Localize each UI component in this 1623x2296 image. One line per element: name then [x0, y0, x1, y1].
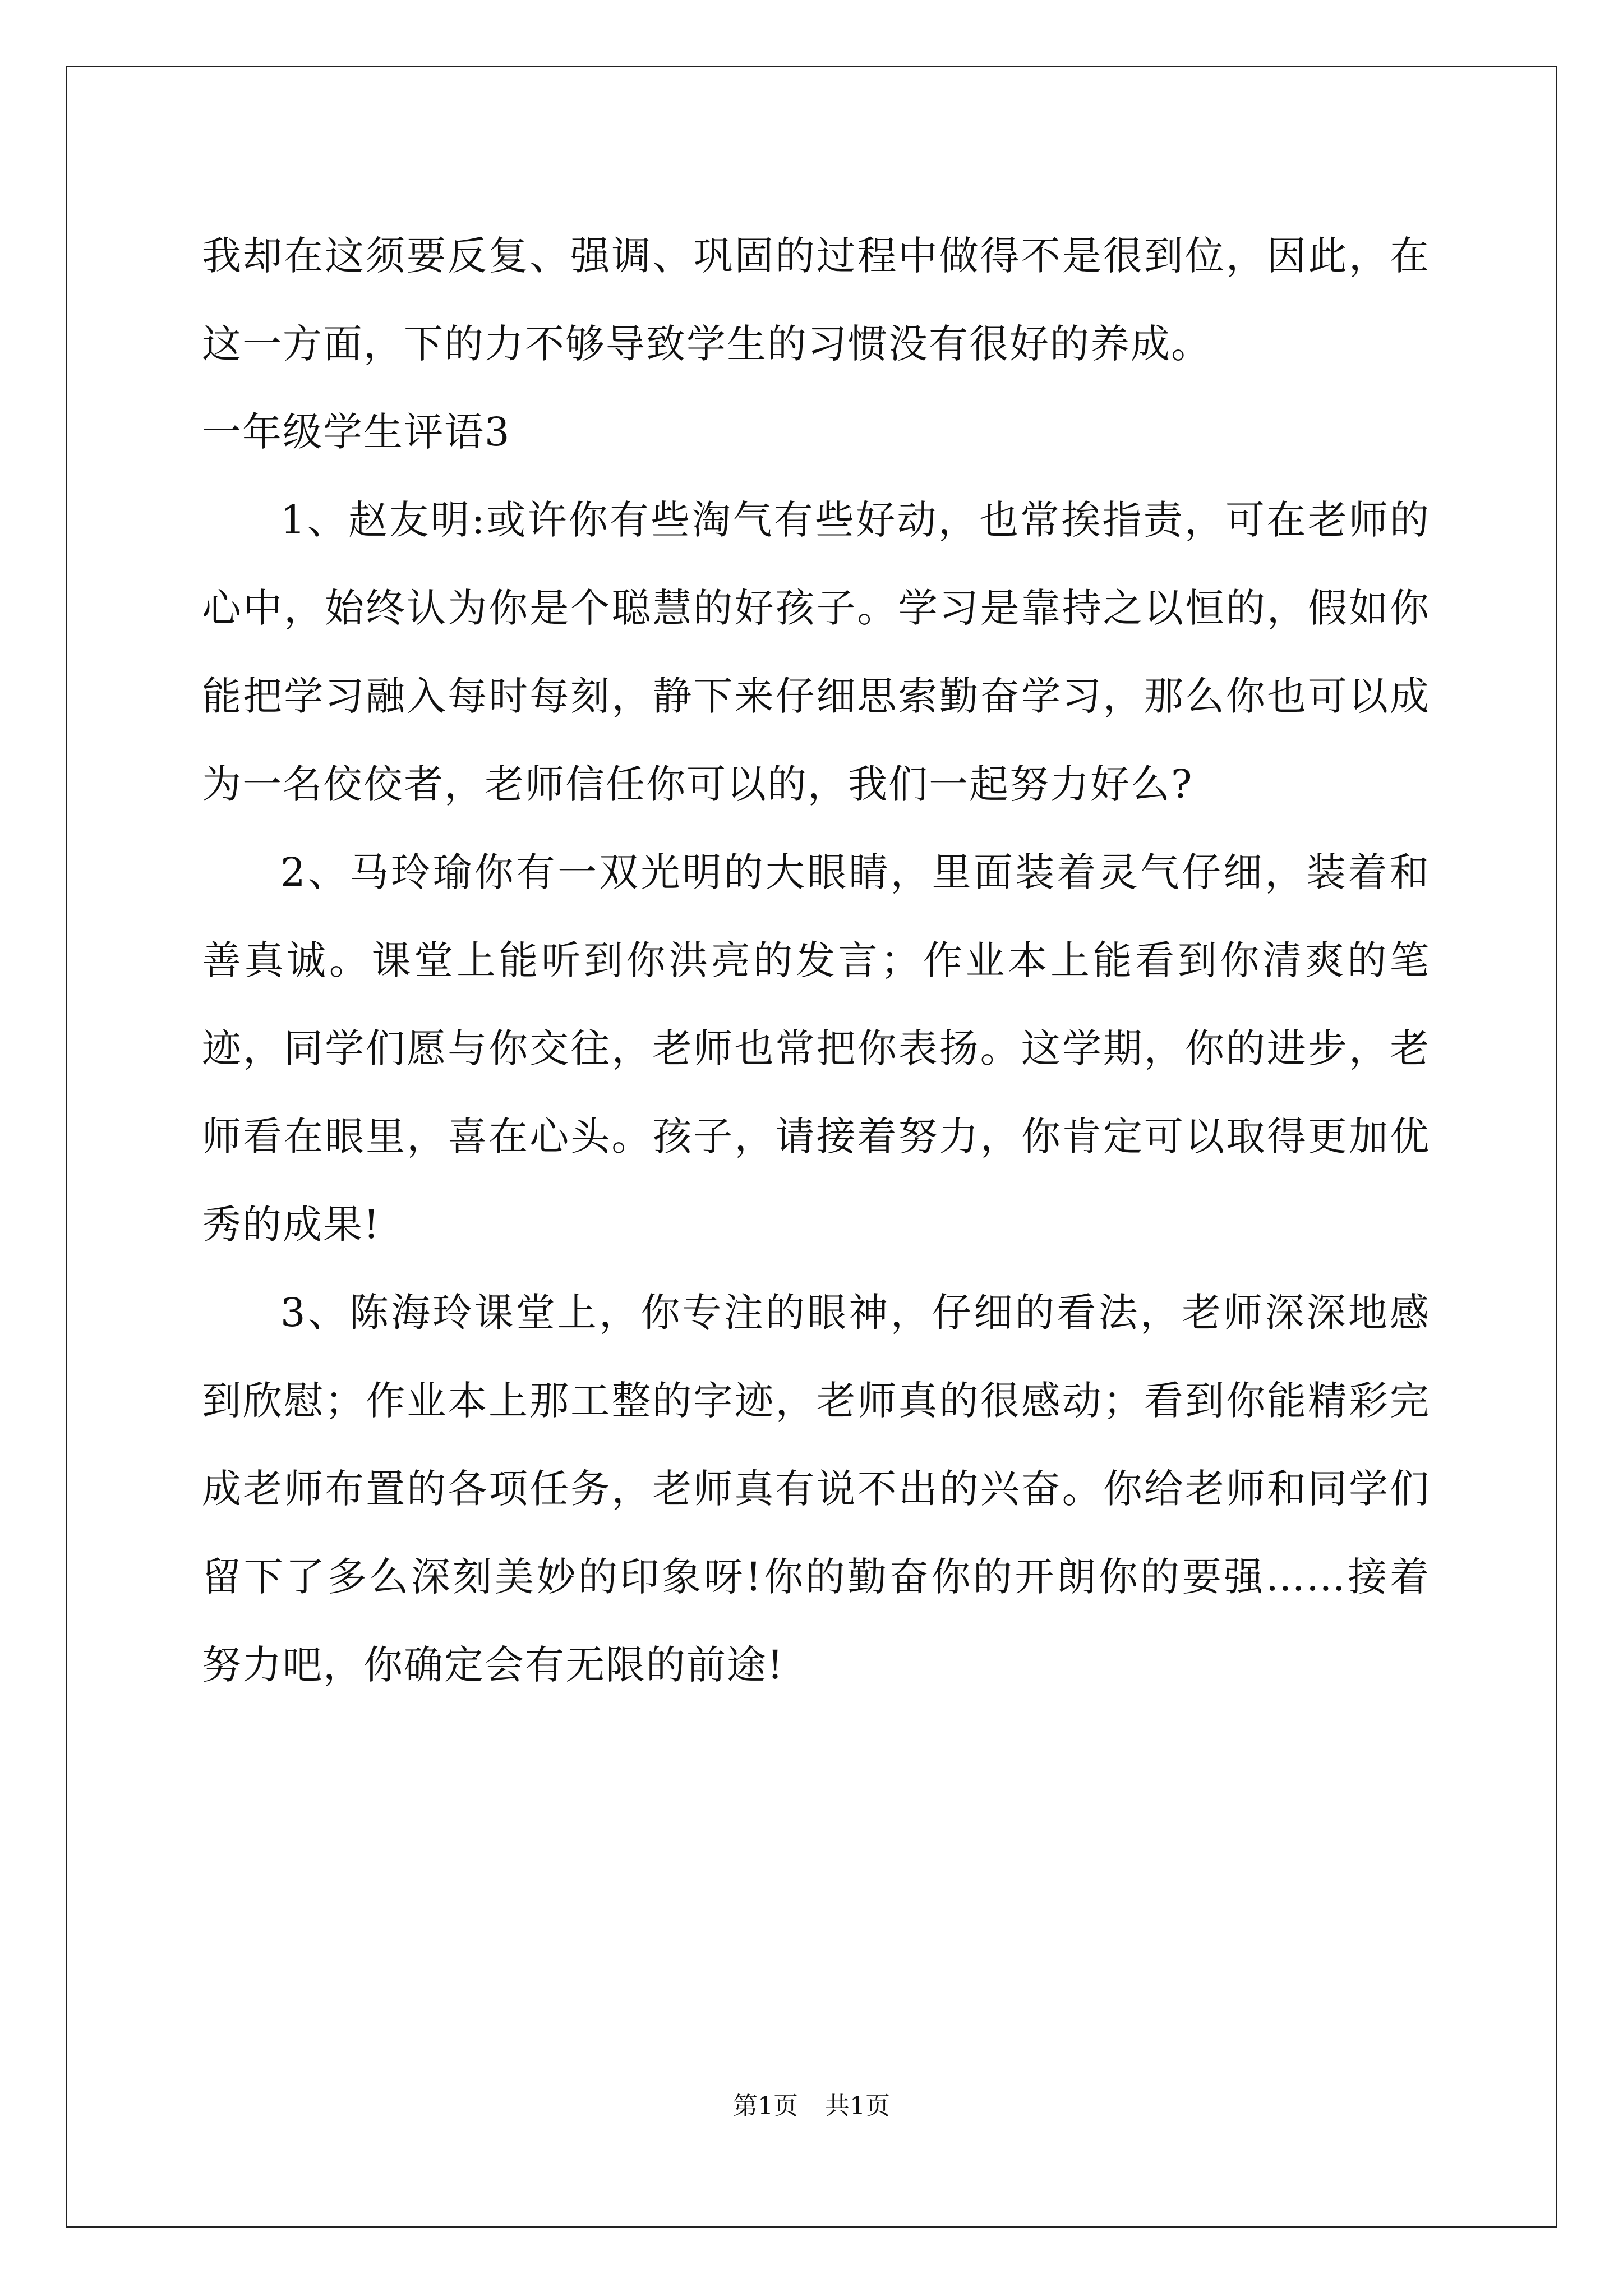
- page-number-current: 第1页: [733, 2092, 798, 2120]
- document-body: [202, 212, 1430, 1709]
- comment-paragraph-3: 3、陈海玲课堂上，你专注的眼神，仔细的看法，老师深深地感到欣慰；作业本上那工整的字迹，老师真的很感动；看到你能精彩完成老师布置的各项任务，老师真有说不出的兴奋。你给老师和同学们留下了多么深刻美妙的印象呀!你的勤奋你的开朗你的要强……接着努力吧，你确定会有无限的前途!: [202, 1290, 1430, 1688]
- page-number-total: 共1页: [825, 2092, 890, 2120]
- section-heading: 一年级学生评语3: [202, 409, 511, 455]
- comment-paragraph-2: 2、马玲瑜你有一双光明的大眼睛，里面装着灵气仔细，装着和善真诚。课堂上能听到你洪亮的发言；作业本上能看到你清爽的笔迹，同学们愿与你交往，老师也常把你表扬。这学期，你的进步，老师看在眼里，喜在心头。孩子，请接着努力，你肯定可以取得更加优秀的成果!: [202, 849, 1430, 1248]
- paragraph-continuation: 我却在这须要反复、强调、巩固的过程中做得不是很到位，因此，在这一方面，下的力不够导致学生的习惯没有很好的养成。: [202, 233, 1430, 367]
- page-footer: [0, 2090, 1623, 2123]
- comment-paragraph-1: 1、赵友明:或许你有些淘气有些好动，也常挨指责，可在老师的心中，始终认为你是个聪慧的好孩子。学习是靠持之以恒的，假如你能把学习融入每时每刻，静下来仔细思索勤奋学习，那么你也可以成为一名佼佼者，老师信任你可以的，我们一起努力好么?: [202, 497, 1430, 807]
